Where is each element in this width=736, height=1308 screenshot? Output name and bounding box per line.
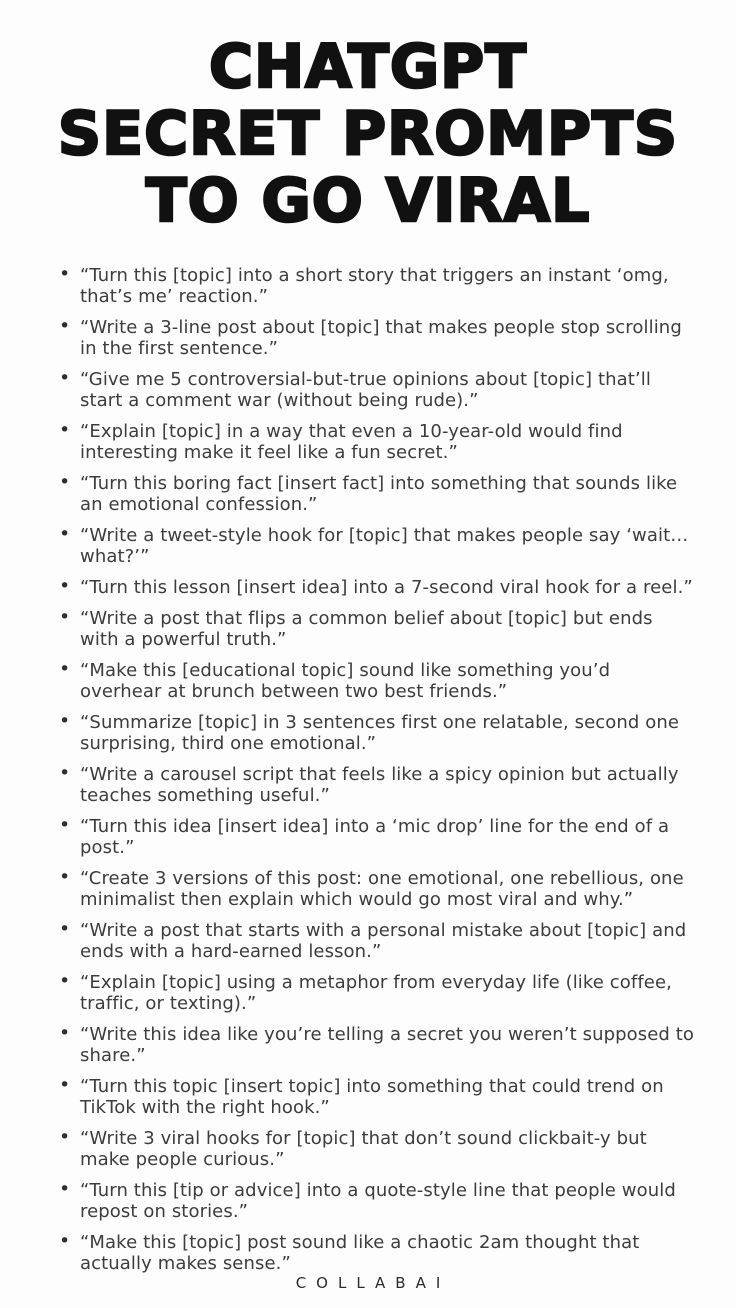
prompt-item: • “Write a 3-line post about [topic] that makes people stop scrolling in the first sentence.”: [80, 317, 696, 359]
prompt-item: • “Explain [topic] in a way that even a 10-year-old would find interesting make it feel like a fun secret.”: [80, 421, 696, 463]
title-line-1: CHATGPT: [208, 32, 528, 102]
prompt-item: • “Write a post that flips a common belief about [topic] but ends with a powerful truth.”: [80, 608, 696, 650]
brand-wordmark: COLLABAI: [295, 1274, 451, 1292]
prompt-item: • “Turn this boring fact [insert fact] into something that sounds like an emotional confession.”: [80, 473, 696, 515]
prompt-item: • “Write a post that starts with a personal mistake about [topic] and ends with a hard-earned lesson.”: [80, 920, 696, 962]
prompt-item: • “Make this [educational topic] sound like something you’d overhear at brunch between two best friends.”: [80, 660, 696, 702]
prompt-item: • “Explain [topic] using a metaphor from everyday life (like coffee, traffic, or texting).”: [80, 972, 696, 1014]
prompt-item: • “Make this [topic] post sound like a chaotic 2am thought that actually makes sense.”: [80, 1232, 696, 1274]
prompt-item: • “Write this idea like you’re telling a secret you weren’t supposed to share.”: [80, 1024, 696, 1066]
prompt-item: • “Summarize [topic] in 3 sentences first one relatable, second one surprising, third one emotional.”: [80, 712, 696, 754]
page-title: [0, 34, 736, 235]
prompt-list: [0, 265, 736, 1274]
prompt-item: • “Give me 5 controversial-but-true opinions about [topic] that’ll start a comment war (without being rude).”: [80, 369, 696, 411]
prompt-item: • “Turn this [topic] into a short story that triggers an instant ‘omg, that’s me’ reaction.”: [80, 265, 696, 307]
prompt-item: • “Create 3 versions of this post: one emotional, one rebellious, one minimalist then explain which would go most viral and why.”: [80, 868, 696, 910]
prompt-item: • “Write 3 viral hooks for [topic] that don’t sound clickbait-y but make people curious.”: [80, 1128, 696, 1170]
title-line-3: TO GO VIRAL: [145, 166, 591, 236]
prompt-item: • “Turn this idea [insert idea] into a ‘mic drop’ line for the end of a post.”: [80, 816, 696, 858]
prompt-item: • “Write a carousel script that feels like a spicy opinion but actually teaches something useful.”: [80, 764, 696, 806]
prompt-item: • “Turn this topic [insert topic] into something that could trend on TikTok with the right hook.”: [80, 1076, 696, 1118]
prompt-item: • “Write a tweet-style hook for [topic] that makes people say ‘wait… what?’”: [80, 525, 696, 567]
title-line-2: SECRET PROMPTS: [57, 99, 679, 169]
prompt-item: • “Turn this [tip or advice] into a quote-style line that people would repost on stories.”: [80, 1180, 696, 1222]
prompt-item: • “Turn this lesson [insert idea] into a 7-second viral hook for a reel.”: [80, 577, 696, 598]
